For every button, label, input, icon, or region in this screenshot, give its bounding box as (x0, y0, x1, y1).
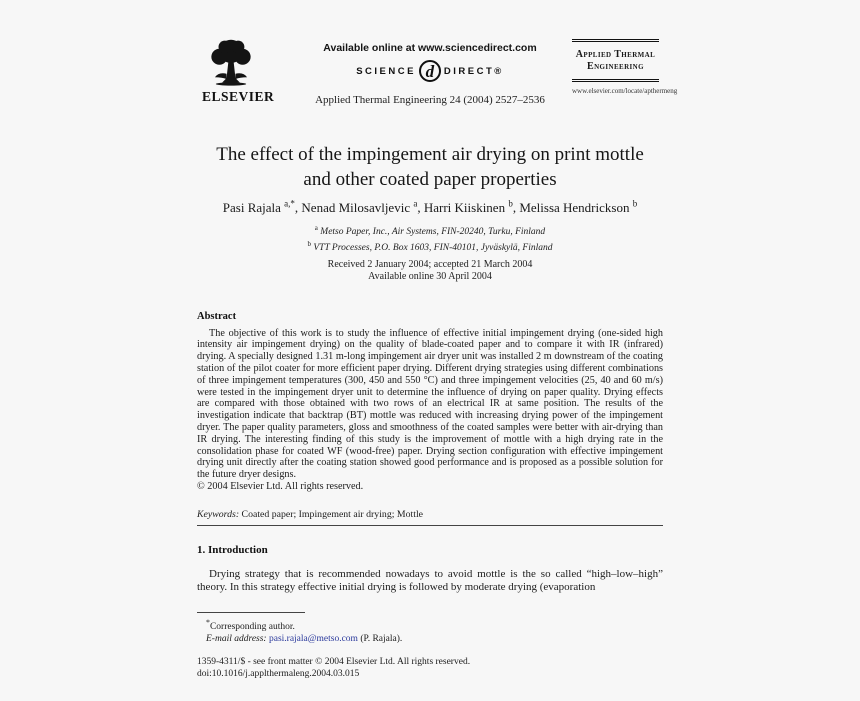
footnote (197, 617, 663, 645)
keywords-label: Keywords: (197, 508, 240, 520)
footnote-asterisk: * (206, 617, 210, 627)
sciencedirect-logo (270, 57, 590, 85)
abstract-heading: Abstract (197, 310, 237, 322)
introduction-text: Drying strategy that is recommended nowadays to avoid mottle is the so called “high–low–high” theory. In this strategy effective initial drying is followed by moderate drying (evaporation (197, 567, 663, 594)
sciencedirect-at-icon: d (419, 60, 441, 82)
footnote-divider (197, 612, 305, 613)
corresponding-author-email-link[interactable]: pasi.rajala@metso.com (268, 633, 358, 644)
author-affiliation-mark: b (508, 199, 513, 209)
author: Pasi Rajala $^{a,*}$, (222, 199, 302, 216)
author: Nenad Milosavljevic $^a$, (301, 199, 424, 216)
article-content (197, 142, 663, 680)
keywords-line (197, 509, 663, 520)
journal-homepage-url: www.elsevier.com/locate/apthermeng (572, 87, 678, 95)
available-online-date: Available online 30 April 2004 (368, 271, 492, 283)
journal-masthead (572, 39, 678, 95)
introduction-heading: 1. Introduction (197, 543, 268, 556)
header-center (270, 42, 590, 106)
issn-copyright-line: 1359-4311/$ - see front matter © 2004 Elsevier Ltd. All rights reserved. (197, 656, 471, 667)
available-online-text: Available online at www.sciencedirect.com (323, 42, 537, 54)
email-line (197, 633, 663, 645)
journal-citation: Applied Thermal Engineering 24 (2004) 2527–2536 (315, 94, 545, 106)
author: Melissa Hendrickson $^b$ (519, 199, 638, 216)
masthead-title-line2: Engineering (587, 61, 644, 72)
affiliation: $^b$ VTT Processes, P.O. Box 1603, FIN-40101, Jyväskylä, Finland (307, 240, 553, 254)
article-title-line2: and other coated paper properties (303, 169, 557, 190)
corresponding-author-note: *Corresponding author. (206, 617, 295, 632)
affiliations (197, 222, 663, 254)
doi-line: doi:10.1016/j.applthermaleng.2004.03.015 (197, 668, 360, 679)
received-date: Received 2 January 2004; accepted 21 March 2004 (327, 258, 533, 270)
masthead-title (572, 42, 659, 79)
keywords-text: Coated paper; Impingement air drying; Mottle (239, 508, 424, 520)
affiliation: $^a$ Metso Paper, Inc., Air Systems, FIN-20240, Turku, Finland (314, 224, 546, 238)
article-title-line1: The effect of the impingement air drying on print mottle (216, 144, 644, 165)
elsevier-wordmark: ELSEVIER (202, 89, 275, 104)
sciencedirect-logo-science: SCIENCE (356, 65, 416, 77)
elsevier-logo (202, 38, 275, 105)
article-dates (197, 259, 663, 284)
masthead-title-line1: Applied Thermal (575, 49, 656, 60)
email-suffix: (P. Rajala). (357, 633, 403, 644)
email-label: E-mail address: (206, 633, 267, 644)
section-divider (197, 525, 663, 526)
author-affiliation-mark: a (413, 199, 418, 209)
author-list (197, 199, 663, 216)
author: Harri Kiiskinen $^b$, (423, 199, 520, 216)
masthead-bottom-rule (572, 79, 659, 82)
sciencedirect-logo-direct: DIRECT® (443, 65, 504, 77)
abstract-copyright: © 2004 Elsevier Ltd. All rights reserved. (197, 481, 364, 492)
abstract-text: The objective of this work is to study the influence of effective initial impingement drying (one-sided high intensity air impingement drying) on the quality of blade-coated paper and to compare it with IR (infrared) drying. A specially designed 1.31 m-long impingement air dryer unit was installed 2 m downstream of the coating station of the pilot coater for more efficient paper drying. Different drying strategies using different combinations of three impingement temperatures (300, 450 and 550 °C) and three impingement velocities (25, 40 and 60 m/s) were tested in the impingement dryer unit to determine the influence of drying on paper quality. Drying effects are compared with those obtained with two rows of an electrical IR at same position. The results of the investigation indicate that backtrap (BT) mottle was reduced with increasing drying power of the impingement dryer. The paper quality parameters, gloss and smoothness of the coated samples were better with air-drying than IR drying. The interesting finding of this study is the improvement of mottle with a high drying rate in the consolidation phase for coated WF (wood-free) paper. Drying section configuration with effective impingement drying unit directly after the coating station showed good performance and is proposed as a possible solution for the future dryer designs. (197, 327, 663, 481)
elsevier-tree-icon (202, 38, 260, 88)
author-affiliation-mark: b (632, 199, 638, 209)
author-affiliation-mark: a,* (284, 199, 295, 209)
article-title (197, 142, 663, 192)
